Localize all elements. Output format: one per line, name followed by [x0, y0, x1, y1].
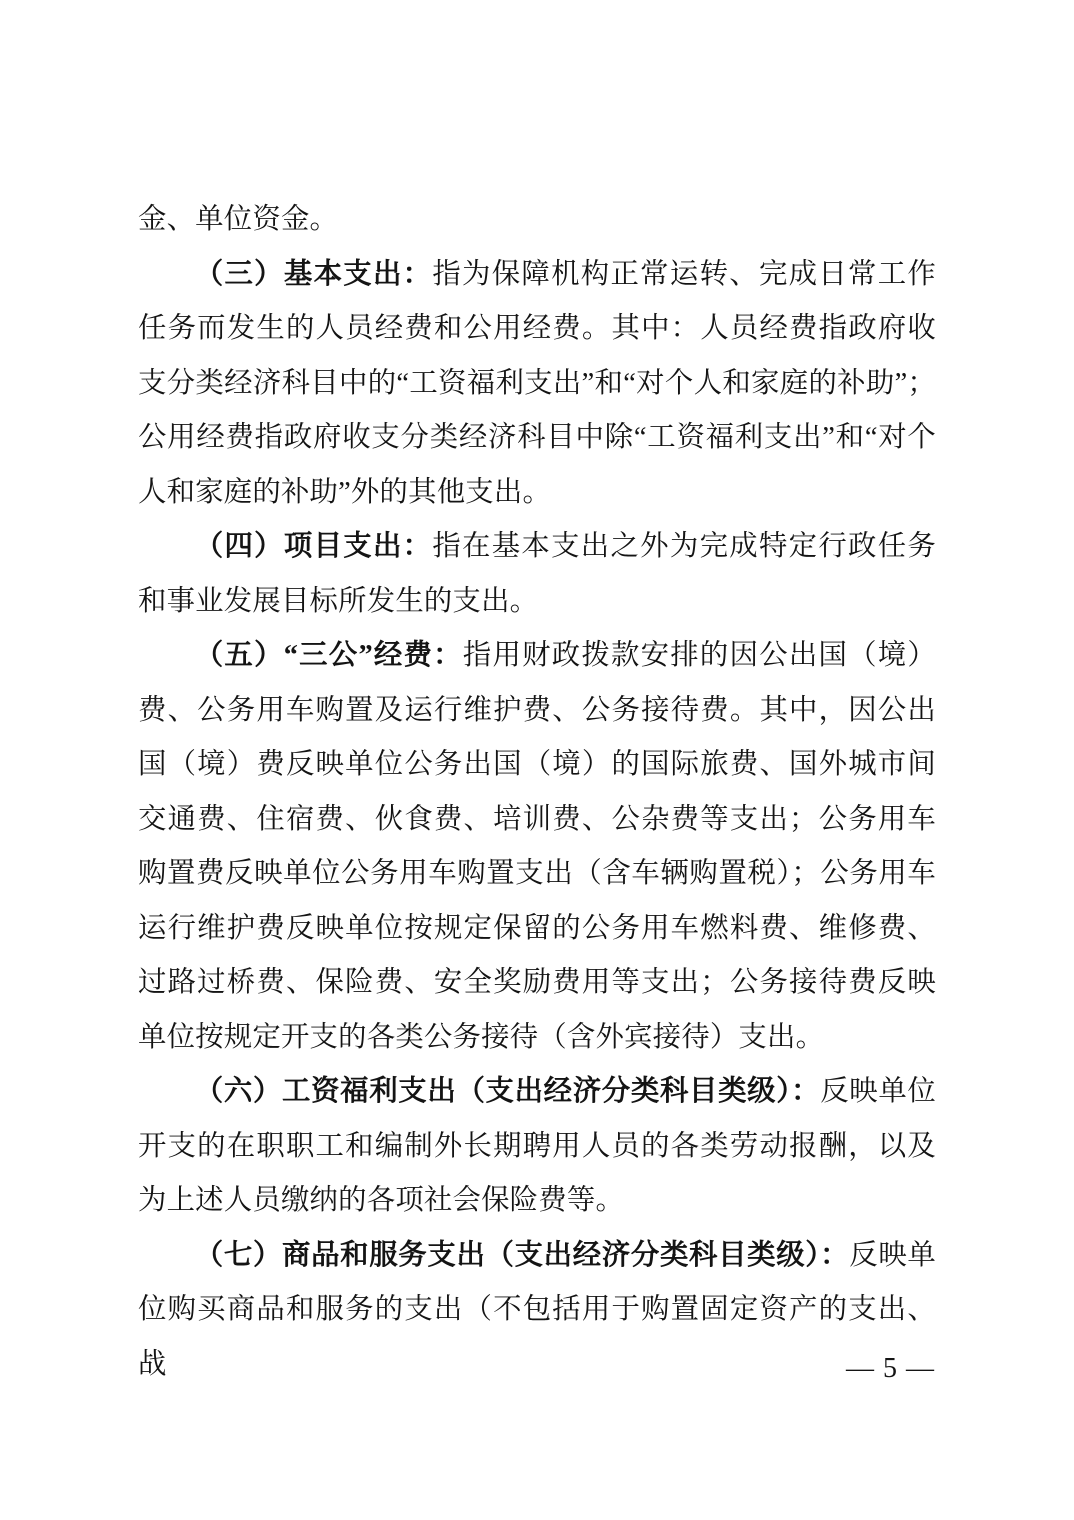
page-number: — 5 — [846, 1353, 935, 1384]
paragraph-text: 指用财政拨款安排的因公出国（境）费、公务用车购置及运行维护费、公务接待费。其中，因公出国（境）费反映单位公务出国（境）的国际旅费、国外城市间交通费、住宿费、伙食费、培训费、公杂费等支出；公务用车购置费反映单位公务用车购置支出（含车辆购置税）；公务用车运行维护费反映单位按规定保留的公务用车燃料费、维修费、过路过桥费、保险费、安全奖励费用等支出；公务接待费反映单位按规定开支的各类公务接待（含外宾接待）支出。 [138, 640, 936, 1053]
document-body [138, 193, 936, 1392]
paragraph-text: 指为保障机构正常运转、完成日常工作任务而发生的人员经费和公用经费。其中：人员经费指政府收支分类经济科目中的“工资福利支出”和“对个人和家庭的补助”；公用经费指政府收支分类经济科目中除“工资福利支出”和“对个人和家庭的补助”外的其他支出。 [138, 258, 936, 508]
paragraph-text: 反映单位开支的在职职工和编制外长期聘用人员的各类劳动报酬，以及为上述人员缴纳的各项社会保险费等。 [138, 1076, 936, 1216]
paragraph-wage-welfare-expenditure [138, 1065, 936, 1229]
paragraph-heading: （六）工资福利支出（支出经济分类科目类级）： [194, 1076, 821, 1107]
paragraph-continuation [138, 193, 936, 248]
paragraph-project-expenditure [138, 520, 936, 629]
paragraph-goods-services-expenditure [138, 1229, 936, 1393]
paragraph-heading: （三）基本支出： [194, 258, 433, 290]
paragraph-basic-expenditure [138, 248, 936, 521]
paragraph-text: 指在基本支出之外为完成特定行政任务和事业发展目标所发生的支出。 [138, 531, 936, 617]
paragraph-text: 反映单位购买商品和服务的支出（不包括用于购置固定资产的支出、战 [138, 1239, 937, 1380]
paragraph-heading: （七）商品和服务支出（支出经济分类科目类级）： [194, 1239, 850, 1271]
paragraph-text: 金、单位资金。 [138, 204, 339, 235]
paragraph-three-public-funds [138, 629, 936, 1065]
paragraph-heading: （五）“三公”经费： [194, 640, 463, 671]
paragraph-heading: （四）项目支出： [194, 531, 433, 562]
